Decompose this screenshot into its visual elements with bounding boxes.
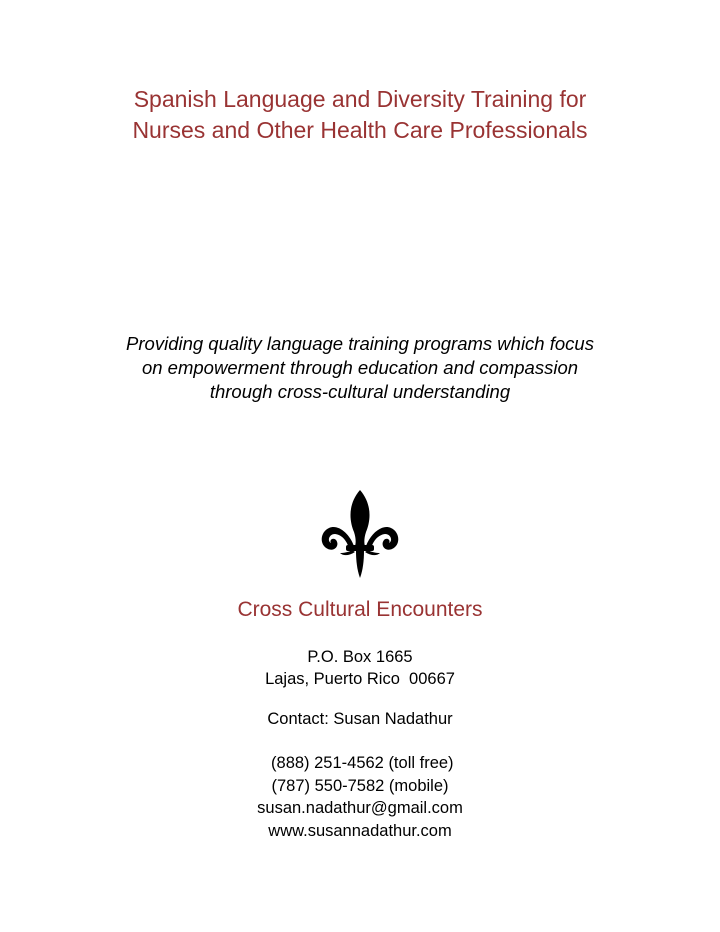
tagline	[0, 332, 720, 404]
organization-name: Cross Cultural Encounters	[237, 598, 483, 621]
tagline-line-3: through cross-cultural understanding	[209, 381, 511, 402]
contact-details	[0, 752, 720, 842]
mailing-address	[0, 646, 720, 690]
title-line-1: Spanish Language and Diversity Training for	[133, 86, 587, 112]
city-line: Lajas, Puerto Rico 00667	[265, 670, 455, 688]
tagline-line-1: Providing quality language training programs which focus	[126, 333, 594, 354]
website-url: www.susannadathur.com	[268, 821, 452, 840]
phone-mobile: (787) 550-7582 (mobile)	[271, 776, 449, 795]
document-title	[0, 84, 720, 146]
fleur-de-lis-icon	[318, 488, 402, 580]
title-line-2: Nurses and Other Health Care Professionals	[132, 117, 588, 143]
tagline-line-2: on empowerment through education and compassion	[141, 357, 579, 378]
contact-name-line: Contact: Susan Nadathur	[267, 710, 453, 728]
phone-toll-free: (888) 251-4562 (toll free)	[266, 754, 454, 772]
email-address: susan.nadathur@gmail.com	[257, 799, 463, 817]
contact-name	[0, 708, 720, 730]
po-box: P.O. Box 1665	[307, 648, 413, 666]
